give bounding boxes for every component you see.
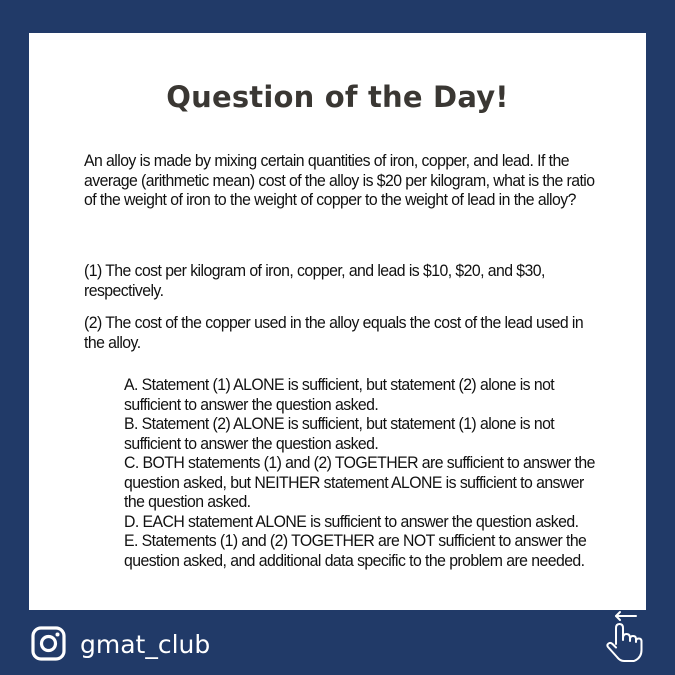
answer-options: [124, 375, 606, 570]
option-c[interactable]: C. BOTH statements (1) and (2) TOGETHER are sufficient to answer the question asked, but NEITHER statement ALONE is sufficient to answer the question asked.: [124, 453, 595, 511]
option-d[interactable]: D. EACH statement ALONE is sufficient to answer the question asked.: [124, 511, 579, 531]
instagram-icon[interactable]: [31, 626, 66, 661]
option-a[interactable]: A. Statement (1) ALONE is sufficient, but statement (2) alone is not sufficient to answer the question asked.: [124, 375, 555, 414]
option-e[interactable]: E. Statements (1) and (2) TOGETHER are NOT sufficient to answer the question asked, and additional data specific to the problem are needed.: [124, 531, 587, 570]
option-b[interactable]: B. Statement (2) ALONE is sufficient, but statement (1) alone is not sufficient to answer the question asked.: [124, 414, 555, 453]
page-title: Question of the Day!: [166, 80, 509, 114]
question-text: An alloy is made by mixing certain quantities of iron, copper, and lead. If the average (arithmetic mean) cost of the alloy is $20 per kilogram, what is the ratio of the weight of iron to the weight of copper to the weight of lead in the alloy?: [84, 151, 595, 209]
statement-2: (2) The cost of the copper used in the alloy equals the cost of the lead used in the alloy.: [84, 313, 584, 352]
swipe-hand-icon: [602, 610, 646, 664]
statement-1: (1) The cost per kilogram of iron, copper, and lead is $10, $20, and $30, respectively.: [84, 261, 545, 300]
instagram-handle[interactable]: gmat_club: [80, 630, 211, 659]
